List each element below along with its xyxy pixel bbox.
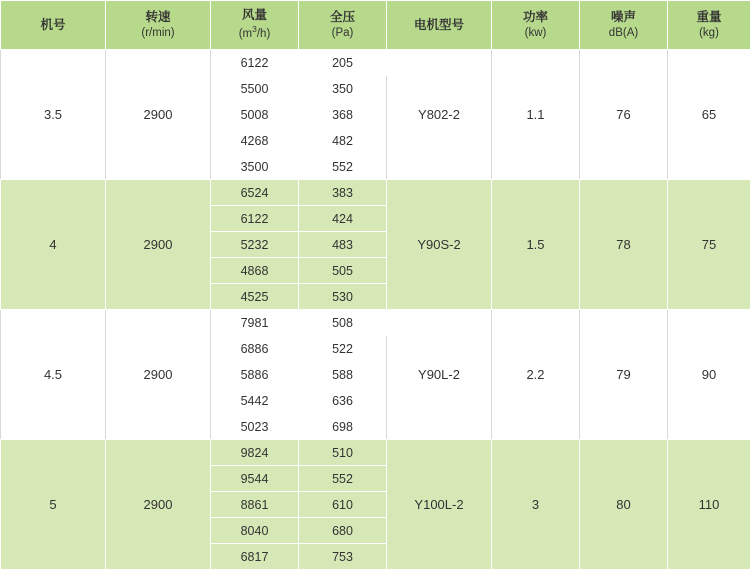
- cell-pressure: 505: [299, 258, 387, 284]
- cell-airflow: 6122: [211, 206, 299, 232]
- column-header-airflow-title: 风量: [242, 8, 267, 22]
- cell-model: 5: [1, 440, 106, 570]
- cell-airflow: 7981: [211, 310, 299, 336]
- cell-airflow: 9544: [211, 466, 299, 492]
- cell-power: 1.5: [492, 180, 580, 310]
- cell-motor-model: Y90S-2: [387, 180, 492, 310]
- cell-power: 1.1: [492, 50, 580, 180]
- cell-speed: 2900: [106, 310, 211, 440]
- table-row: [1, 440, 750, 466]
- column-header-power-unit: (kw): [492, 26, 579, 42]
- cell-airflow: 5232: [211, 232, 299, 258]
- cell-airflow: 5886: [211, 362, 299, 388]
- column-header-weight-unit: (kg): [668, 26, 750, 42]
- table-row: [1, 50, 750, 76]
- cell-pressure: 636: [299, 388, 387, 414]
- column-header-power: [492, 1, 580, 50]
- cell-speed: 2900: [106, 440, 211, 570]
- cell-speed: 2900: [106, 180, 211, 310]
- cell-speed: 2900: [106, 50, 211, 180]
- table-row: [1, 310, 750, 336]
- cell-motor-model: Y802-2: [387, 50, 492, 180]
- cell-pressure: 680: [299, 518, 387, 544]
- column-header-motor-model-title: 电机型号: [414, 18, 464, 32]
- cell-pressure: 483: [299, 232, 387, 258]
- column-header-model: [1, 1, 106, 50]
- cell-airflow: 4268: [211, 128, 299, 154]
- cell-pressure: 552: [299, 466, 387, 492]
- cell-model: 4: [1, 180, 106, 310]
- column-header-pressure-title: 全压: [330, 10, 355, 24]
- column-header-weight: [668, 1, 750, 50]
- cell-airflow: 5023: [211, 414, 299, 440]
- cell-power: 3: [492, 440, 580, 570]
- cell-noise: 78: [580, 180, 668, 310]
- column-header-model-title: 机号: [40, 18, 65, 32]
- cell-airflow: 6122: [211, 50, 299, 76]
- column-header-speed-unit: (r/min): [106, 26, 210, 42]
- cell-airflow: 5442: [211, 388, 299, 414]
- table-row: [1, 180, 750, 206]
- cell-weight: 110: [668, 440, 750, 570]
- unit-superscript: 3: [252, 24, 257, 34]
- column-header-noise-title: 噪声: [611, 10, 636, 24]
- cell-pressure: 482: [299, 128, 387, 154]
- table-body: [1, 50, 750, 570]
- cell-airflow: 6524: [211, 180, 299, 206]
- cell-pressure: 368: [299, 102, 387, 128]
- column-header-speed-title: 转速: [145, 10, 170, 24]
- cell-airflow: 5500: [211, 76, 299, 102]
- cell-airflow: 4868: [211, 258, 299, 284]
- header-row: [1, 1, 750, 50]
- cell-airflow: 6817: [211, 544, 299, 570]
- cell-weight: 65: [668, 50, 750, 180]
- column-header-noise: [580, 1, 668, 50]
- table-header: [1, 1, 750, 50]
- cell-airflow: 9824: [211, 440, 299, 466]
- cell-pressure: 588: [299, 362, 387, 388]
- cell-power: 2.2: [492, 310, 580, 440]
- cell-pressure: 552: [299, 154, 387, 180]
- column-header-airflow: [211, 1, 299, 50]
- cell-pressure: 383: [299, 180, 387, 206]
- column-header-pressure: [299, 1, 387, 50]
- cell-airflow: 4525: [211, 284, 299, 310]
- cell-model: 3.5: [1, 50, 106, 180]
- cell-pressure: 508: [299, 310, 387, 336]
- cell-noise: 79: [580, 310, 668, 440]
- column-header-power-title: 功率: [523, 10, 548, 24]
- column-header-pressure-unit: (Pa): [299, 26, 386, 42]
- column-header-weight-title: 重量: [696, 10, 721, 24]
- cell-motor-model: Y90L-2: [387, 310, 492, 440]
- cell-airflow: 8040: [211, 518, 299, 544]
- unit-prefix: (m: [239, 28, 252, 40]
- cell-pressure: 610: [299, 492, 387, 518]
- cell-weight: 90: [668, 310, 750, 440]
- cell-pressure: 205: [299, 50, 387, 76]
- cell-pressure: 350: [299, 76, 387, 102]
- cell-airflow: 6886: [211, 336, 299, 362]
- cell-airflow: 5008: [211, 102, 299, 128]
- cell-pressure: 698: [299, 414, 387, 440]
- cell-pressure: 424: [299, 206, 387, 232]
- column-header-speed: [106, 1, 211, 50]
- cell-airflow: 3500: [211, 154, 299, 180]
- cell-noise: 76: [580, 50, 668, 180]
- cell-pressure: 530: [299, 284, 387, 310]
- cell-model: 4.5: [1, 310, 106, 440]
- column-header-motor-model: [387, 1, 492, 50]
- column-header-airflow-unit: [211, 24, 298, 42]
- column-header-noise-unit: dB(A): [580, 26, 667, 42]
- cell-airflow: 8861: [211, 492, 299, 518]
- cell-noise: 80: [580, 440, 668, 570]
- cell-weight: 75: [668, 180, 750, 310]
- cell-pressure: 510: [299, 440, 387, 466]
- cell-motor-model: Y100L-2: [387, 440, 492, 570]
- cell-pressure: 522: [299, 336, 387, 362]
- cell-pressure: 753: [299, 544, 387, 570]
- unit-suffix: /h): [257, 28, 270, 40]
